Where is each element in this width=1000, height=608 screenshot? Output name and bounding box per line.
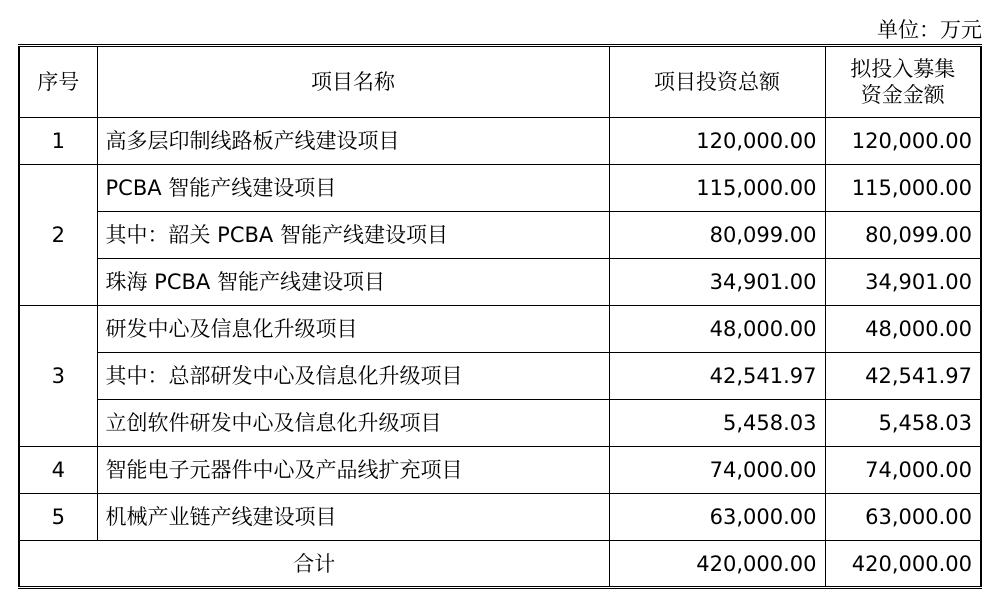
row-raise: 115,000.00 xyxy=(825,165,981,212)
row-name: 其中：总部研发中心及信息化升级项目 xyxy=(97,353,609,400)
row-raise: 48,000.00 xyxy=(825,306,981,353)
investment-table xyxy=(18,44,982,589)
table-row xyxy=(19,494,981,541)
table-row xyxy=(19,259,981,306)
row-raise: 63,000.00 xyxy=(825,494,981,541)
header-seq: 序号 xyxy=(19,46,97,118)
total-label: 合计 xyxy=(19,541,609,588)
row-total: 74,000.00 xyxy=(609,447,825,494)
row-raise: 42,541.97 xyxy=(825,353,981,400)
row-total: 63,000.00 xyxy=(609,494,825,541)
row-name: 机械产业链产线建设项目 xyxy=(97,494,609,541)
header-raise-line1: 拟投入募集 xyxy=(850,57,956,81)
row-total: 5,458.03 xyxy=(609,400,825,447)
row-raise: 120,000.00 xyxy=(825,118,981,165)
row-name: 研发中心及信息化升级项目 xyxy=(97,306,609,353)
table-row xyxy=(19,306,981,353)
header-name: 项目名称 xyxy=(97,46,609,118)
row-name: 立创软件研发中心及信息化升级项目 xyxy=(97,400,609,447)
unit-label: 单位：万元 xyxy=(877,18,982,42)
table-row xyxy=(19,400,981,447)
row-total: 48,000.00 xyxy=(609,306,825,353)
table-header-row xyxy=(19,46,981,118)
row-raise: 5,458.03 xyxy=(825,400,981,447)
table-row xyxy=(19,165,981,212)
row-raise: 34,901.00 xyxy=(825,259,981,306)
table-row xyxy=(19,447,981,494)
row-total: 80,099.00 xyxy=(609,212,825,259)
header-raise-line2: 资金金额 xyxy=(860,83,945,107)
header-total: 项目投资总额 xyxy=(609,46,825,118)
row-seq: 2 xyxy=(19,165,97,306)
row-total: 42,541.97 xyxy=(609,353,825,400)
row-raise: 74,000.00 xyxy=(825,447,981,494)
row-name: 智能电子元器件中心及产品线扩充项目 xyxy=(97,447,609,494)
row-total: 120,000.00 xyxy=(609,118,825,165)
header-raise xyxy=(825,46,981,118)
row-name: 珠海 PCBA 智能产线建设项目 xyxy=(97,259,609,306)
row-name: PCBA 智能产线建设项目 xyxy=(97,165,609,212)
row-name: 其中：韶关 PCBA 智能产线建设项目 xyxy=(97,212,609,259)
total-amount: 420,000.00 xyxy=(609,541,825,588)
total-raise: 420,000.00 xyxy=(825,541,981,588)
table-row xyxy=(19,212,981,259)
row-total: 34,901.00 xyxy=(609,259,825,306)
row-raise: 80,099.00 xyxy=(825,212,981,259)
row-total: 115,000.00 xyxy=(609,165,825,212)
table-row xyxy=(19,353,981,400)
row-seq: 5 xyxy=(19,494,97,541)
row-seq: 4 xyxy=(19,447,97,494)
table-row xyxy=(19,118,981,165)
row-seq: 1 xyxy=(19,118,97,165)
row-name: 高多层印制线路板产线建设项目 xyxy=(97,118,609,165)
row-seq: 3 xyxy=(19,306,97,447)
total-row xyxy=(19,541,981,588)
